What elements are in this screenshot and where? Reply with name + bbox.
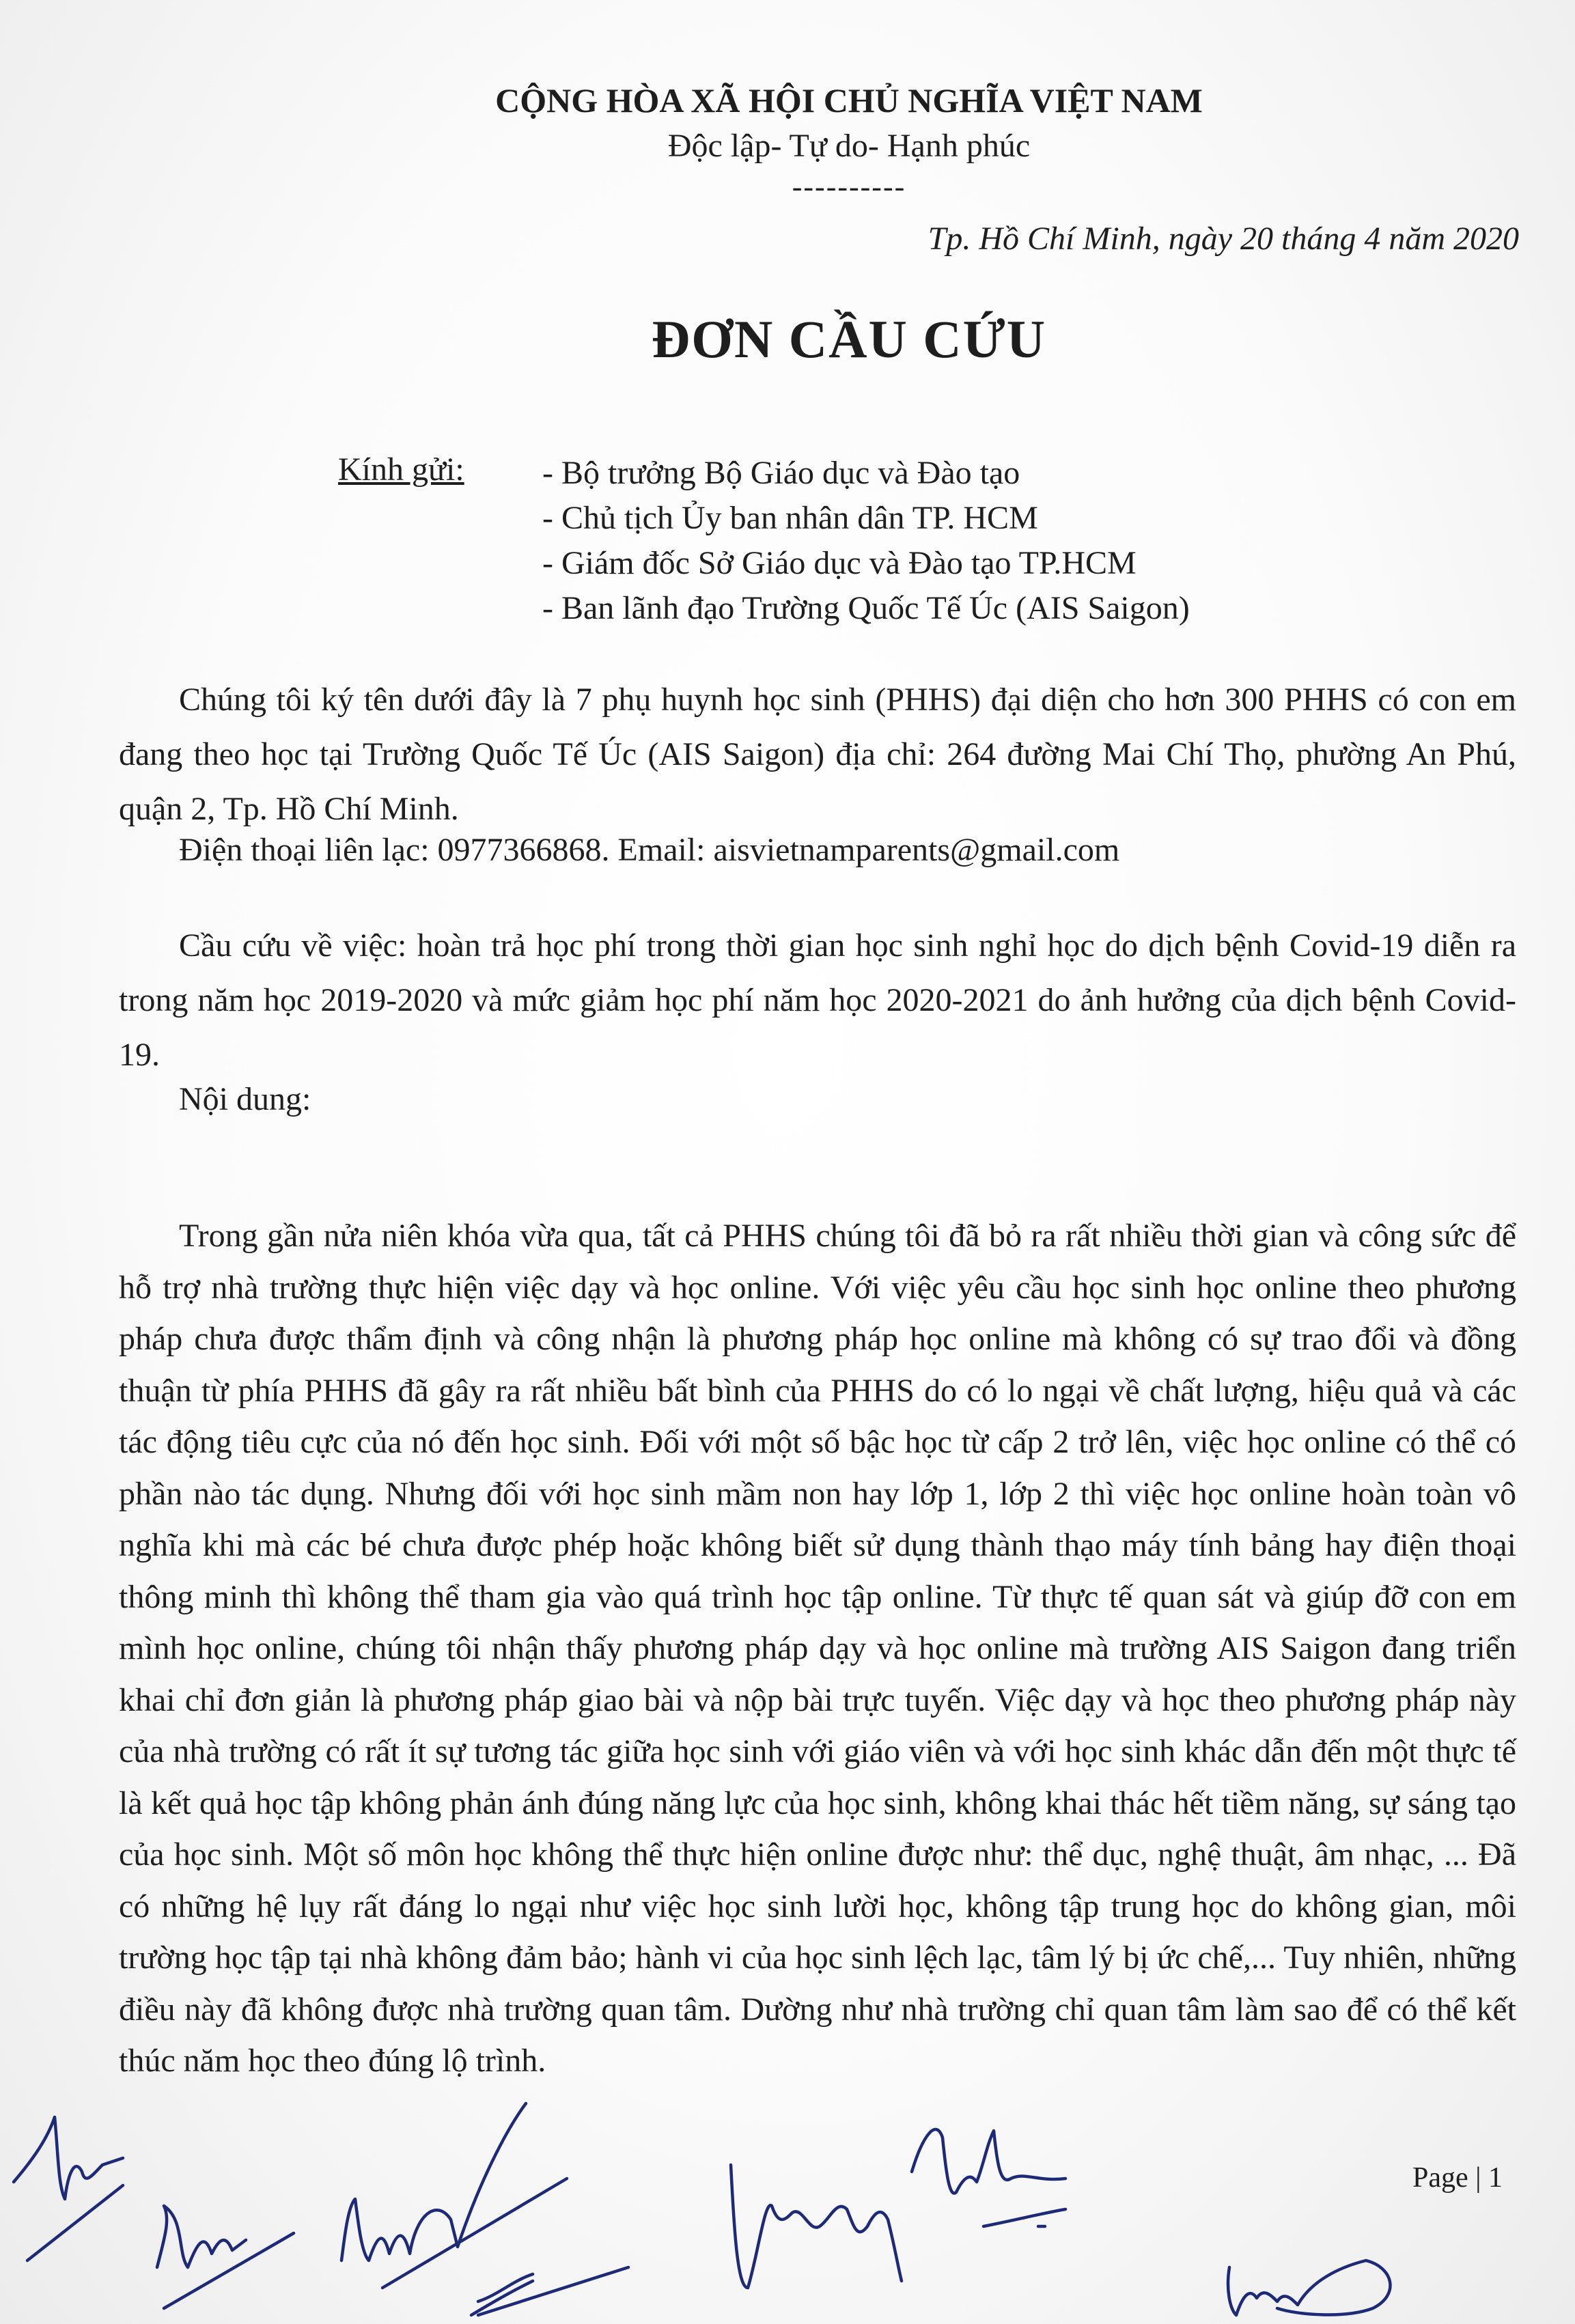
signature-3 xyxy=(342,2103,628,2315)
contact-line: Điện thoại liên lạc: 0977366868. Email: aisvietnamparents@gmail.com xyxy=(179,832,1120,868)
recipients-list xyxy=(542,451,1190,631)
recipient-item: - Bộ trưởng Bộ Giáo dục và Đào tạo xyxy=(542,455,1020,491)
page-number: Page | 1 xyxy=(1412,2162,1503,2194)
content-paragraph: Trong gần nửa niên khóa vừa qua, tất cả PHHS chúng tôi đã bỏ ra rất nhiều thời gian và công sức để hỗ trợ nhà trường thực hiện việc dạy và học online. Với việc yêu cầu học sinh học online theo phương pháp chưa được thẩm định và công nhận là phương pháp học online mà không có sự trao đổi và đồng thuận từ phía PHHS đã gây ra rất nhiều bất bình của PHHS do có lo ngại về chất lượng, hiệu quả và các tác động tiêu cực của nó đến học sinh. Đối với một số bậc học từ cấp 2 trở lên, việc học online có thể có phần nào tác dụng. Nhưng đối với học sinh mầm non hay lớp 1, lớp 2 thì việc học online hoàn toàn vô nghĩa khi mà các bé chưa được phép hoặc không biết sử dụng thành thạo máy tính bảng hay điện thoại thông minh thì không thể tham gia vào quá trình học tập online. Từ thực tế quan sát và giúp đỡ con em mình học online, chúng tôi nhận thấy phương pháp dạy và học online mà trường AIS Saigon đang triển khai chỉ đơn giản là phương pháp giao bài và nộp bài trực tuyến. Việc dạy và học theo phương pháp này của nhà trường có rất ít sự tương tác giữa học sinh với giáo viên và với học sinh khác dẫn đến một thực tế là kết quả học tập không phản ánh đúng năng lực của học sinh, không khai thác hết tiềm năng, sự sáng tạo của học sinh. Một số môn học không thể thực hiện online được như: thể dục, nghệ thuật, âm nhạc, ... Đã có những hệ lụy rất đáng lo ngại như việc học sinh lười học, không tập trung học do không gian, môi trường học tập tại nhà không đảm bảo; hành vi của học sinh lệch lạc, tâm lý bị ức chế,... Tuy nhiên, những điều này đã không được nhà trường quan tâm. Dường như nhà trường chỉ quan tâm làm sao để có thể kết thúc năm học theo đúng lộ trình. xyxy=(119,1218,1516,2079)
recipients-label: Kính gửi: xyxy=(338,451,464,488)
recipient-item: - Ban lãnh đạo Trường Quốc Tế Úc (AIS Saigon) xyxy=(542,590,1190,626)
content-label: Nội dung: xyxy=(179,1081,311,1117)
recipient-item: - Giám đốc Sở Giáo dục và Đào tạo TP.HCM xyxy=(542,545,1137,581)
signature-1 xyxy=(14,2117,123,2260)
signature-5 xyxy=(912,2129,1065,2226)
recipient-item: - Chủ tịch Ủy ban nhân dân TP. HCM xyxy=(542,500,1038,536)
signature-2 xyxy=(157,2206,294,2308)
date-line: Tp. Hồ Chí Minh, ngày 20 tháng 4 năm 2020 xyxy=(928,221,1519,257)
intro-paragraph: Chúng tôi ký tên dưới đây là 7 phụ huynh học sinh (PHHS) đại diện cho hơn 300 PHHS có con em đang theo học tại Trường Quốc Tế Úc (AIS Saigon) địa chỉ: 264 đường Mai Chí Thọ, phường An Phú, quận 2, Tp. Hồ Chí Minh. xyxy=(119,682,1516,827)
subject-paragraph: Cầu cứu về việc: hoàn trả học phí trong thời gian học sinh nghỉ học do dịch bệnh Covid-19 diễn ra trong năm học 2019-2020 và mức giảm học phí năm học 2020-2021 do ảnh hưởng của dịch bệnh Covid-19. xyxy=(119,927,1516,1073)
signatures xyxy=(0,2062,1575,2324)
signature-6 xyxy=(1228,2260,1390,2315)
national-title: CỘNG HÒA XÃ HỘI CHỦ NGHĨA VIỆT NAM xyxy=(495,81,1203,120)
signature-4 xyxy=(731,2165,902,2288)
motto: Độc lập- Tự do- Hạnh phúc xyxy=(667,128,1031,164)
separator: ---------- xyxy=(792,170,906,204)
document-title: ĐƠN CẦU CỨU xyxy=(651,309,1047,369)
